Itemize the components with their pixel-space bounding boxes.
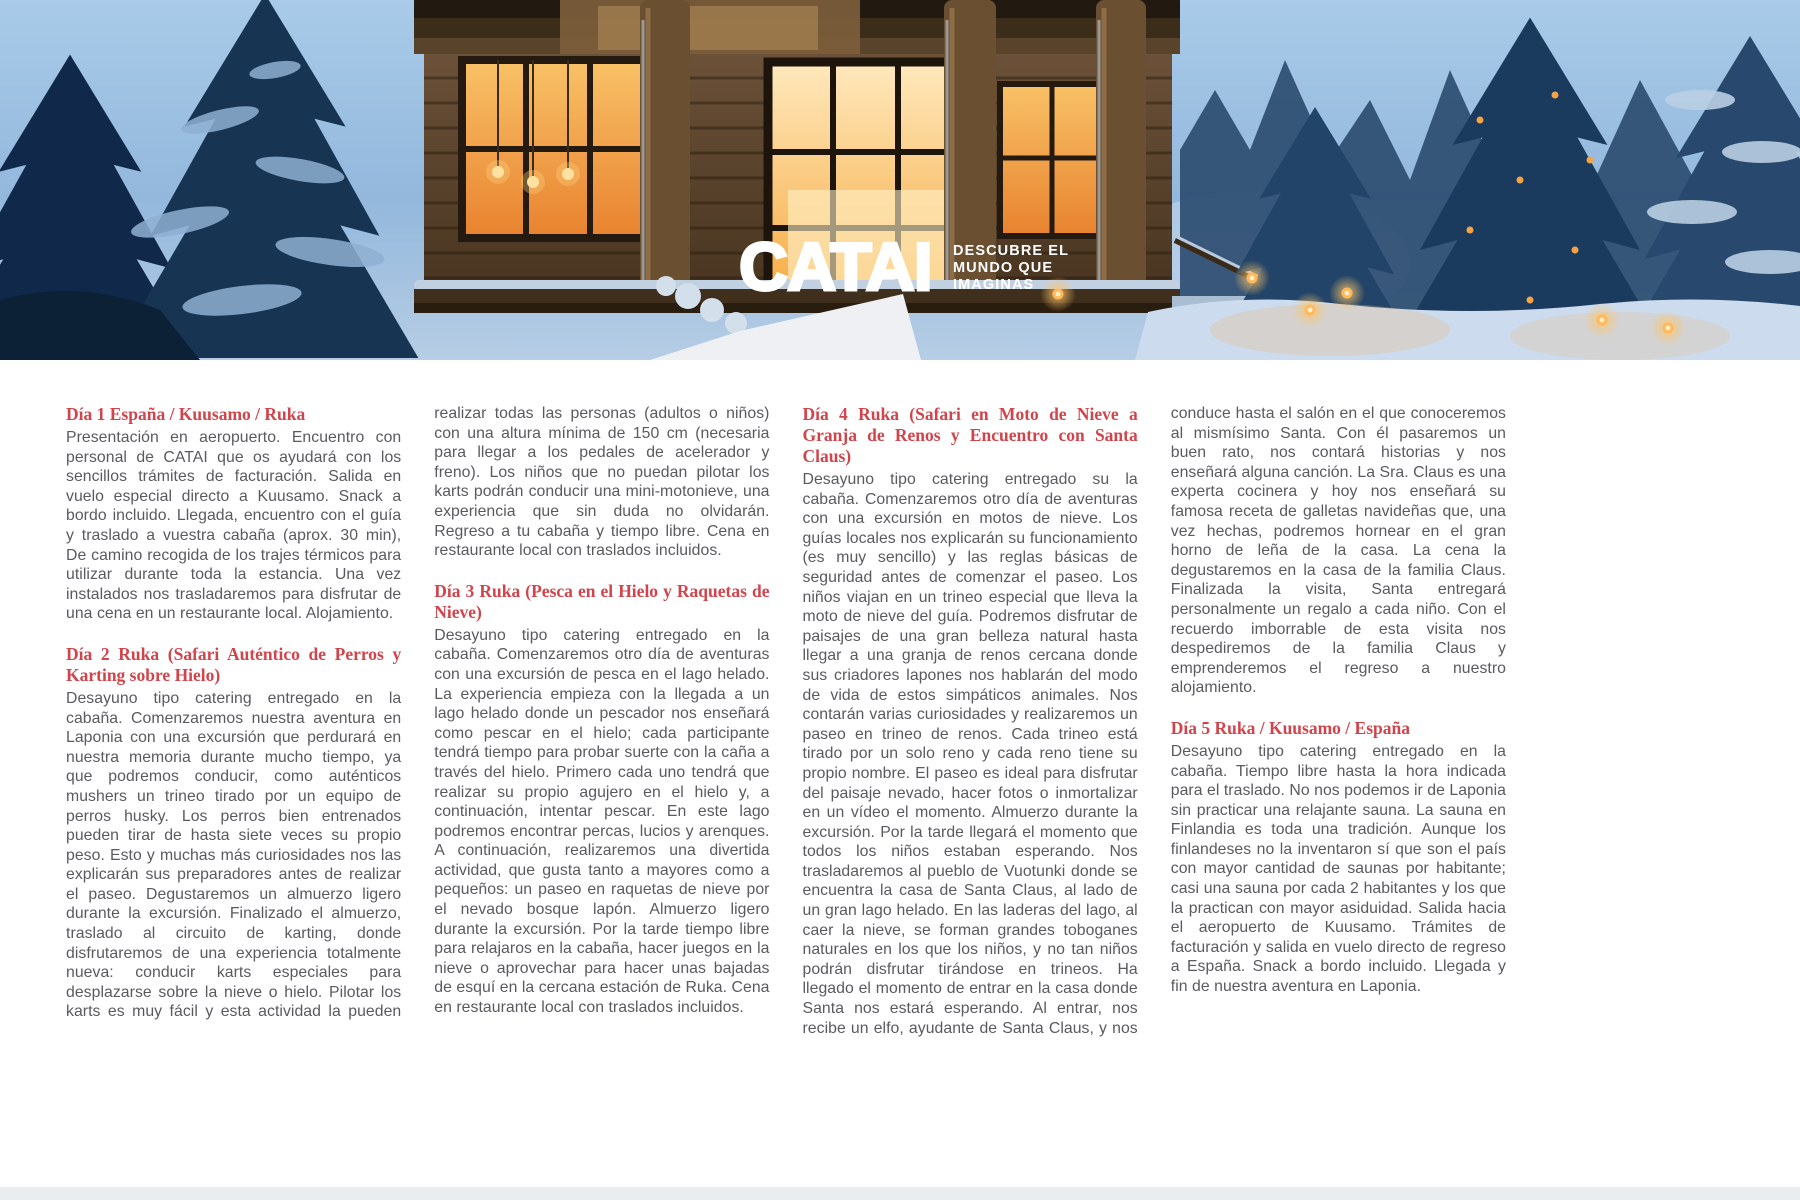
day-body: Desayuno tipo catering entregado en la cabaña. Comenzaremos otro día de aventuras con una excursión de pesca en el lago helado. La experiencia empieza con la llegada a un lago helado donde un pescador nos enseñará como pescar en el hielo; cada participante tendrá tiempo para probar suerte con la caña a través del hielo. Primero cada uno tendrá que realizar su propio agujero en el hielo y, a continuación, intentar pescar. En este lago podremos encontrar percas, lucios y arenques. A continuación, realizaremos una divertida actividad, que gusta tanto a mayores como a pequeños: un paseo en raquetas de nieve por el nevado bosque lapón. Almuerzo ligero durante la excursión. Por la tarde tiempo libre para relajaros en la cabaña, hacer juegos en la nieve o aprovechar para hacer unas bajadas de esquí en la cercana estación de Ruka. Cena en restaurante local con traslados incluidos. <box>434 626 770 1017</box>
day-block <box>66 404 401 624</box>
day-heading: Día 2 Ruka (Safari Auténtico de Perros y Karting sobre Hielo) <box>66 643 402 685</box>
brand-tagline-line3: IMAGINAS <box>953 277 1035 293</box>
hero-photo <box>0 0 1800 360</box>
day-heading: Día 4 Ruka (Safari en Moto de Nieve a Granja de Renos y Encuentro con Santa Claus) <box>802 404 1138 466</box>
brand-tagline-line2: MUNDO QUE <box>953 260 1054 276</box>
day-heading: Día 1 España / Kuusamo / Ruka <box>66 404 306 424</box>
day-body: Desayuno tipo catering entregado en la cabaña. Tiempo libre hasta la hora indicada para el traslado. No nos podemos ir de Laponia sin practicar una relajante sauna. La sauna en Finlandia es toda una tradición. Aunque los finlandeses no la inventaron sí que son el país con mayor cantidad de saunas por habitante; casi una sauna por cada 2 habitantes y los que la practican con mayor asiduidad. Salida hacia el aeropuerto de Kuusamo. Trámites de facturación y salida en vuelo directo de regreso a España. Snack a bordo incluido. Llegada y fin de nuestra aventura en Laponia. <box>1170 742 1506 996</box>
page-bottom-strip <box>0 1187 1800 1200</box>
day-heading: Día 3 Ruka (Pesca en el Hielo y Raquetas de Nieve) <box>434 580 770 622</box>
cabin-window-left <box>462 60 654 238</box>
day-body: Desayuno tipo catering entregado su la cabaña. Comenzaremos otro día de aventuras con una excursión en motos de nieve. Los guías locales nos explicarán su funcionamiento (es muy sencillo) y las reglas básicas de seguridad antes de comenzar el paseo. Los niños viajan en un trineo especial que lleva la moto de nieve del guía. Podremos disfrutar de paisajes de una gran belleza natural hasta llegar a una granja de renos cercana donde sus criadores lapones nos hablarán del modo de vida de estos simpáticos animales. Nos contarán varias curiosidades y realizaremos un paseo en trineo de renos. Cada trineo está tirado por un solo reno y cada reno tiene su propio nombre. El paseo es ideal para disfrutar del paisaje nevado, hacer fotos o inmortalizar en un vídeo el momento. Almuerzo durante la excursión. Por la tarde llegará el momento que todos los niños estaban esperando. Nos trasladaremos al pueblo de Vuotunki donde se encuentra la casa de Santa Claus, al lado de un gran lago helado. En las laderas del lago, al caer la nieve, se forman grandes toboganes naturales en los que los niños, y no tan niños podrán disfrutar tirándose en trineos. Ha llegado el momento de entrar en la casa donde Santa nos estará esperando. Al entrar, nos recibe un elfo, ayudante de Santa Claus, y nos conduce hasta el salón en el que conoceremos al mismísimo Santa. Con él pasaremos un buen rato, nos contará historias y nos enseñará alguna canción. La Sra. Claus es una experta cocinera y hoy nos enseñará su famosa receta de galletas navideñas que, una vez hechas, podremos hornear en el gran horno de leña de la casa. La cena la degustaremos en la casa de la familia Claus. Finalizada la visita, Santa entregará personalmente un regalo a cada niño. Con el recuerdo imborrable de esta visita nos despediremos de la familia Claus y emprenderemos el regreso a nuestro alojamiento. <box>802 405 1506 1037</box>
cabin-window-right <box>1000 84 1104 236</box>
day-block <box>434 581 769 1018</box>
itinerary-columns <box>66 404 1506 1040</box>
day-body: Desayuno tipo catering entregado en la cabaña. Comenzaremos nuestra aventura en Laponia con una excursión que perdurará en nuestra memoria durante mucho tiempo, ya que podremos conducir, como auténticos mushers un trineo tirado por un equipo de perros husky. Los perros bien entrenados pueden tirar de hasta siete veces su propio peso. Esto y muchas más curiosidades nos las explicarán sus preparadores antes de realizar el paseo. Degustaremos un almuerzo ligero durante la excursión. Finalizado el almuerzo, traslado al circuito de karting, donde disfrutaremos de una experiencia totalmente nueva: conducir karts especiales para desplazarse sobre la nieve o hielo. Pilotar los karts es muy fácil y esta actividad la pueden realizar todas las personas (adultos o niños) con una altura mínima de 150 cm (necesaria para llegar a los pedales de acelerador y freno). Los niños que no puedan pilotar los karts podrán conducir una mini-motonieve, una experiencia que sin duda no olvidarán. Regreso a tu cabaña y tiempo libre. Cena en restaurante local con traslados incluidos. <box>66 405 770 1021</box>
day-body: Presentación en aeropuerto. Encuentro con personal de CATAI que os ayudará con los sencillos trámites de facturación. Salida en vuelo especial directo a Kuusamo. Snack a bordo incluido. Llegada, encuentro con el guía y traslado a vuestra cabaña (aprox. 30 min), De camino recogida de los trajes térmicos para utilizar durante toda la estancia. Una vez instalados nos trasladaremos para disfrutar de una cena en un restaurante local. Alojamiento. <box>66 429 402 623</box>
brand-tagline-line1: DESCUBRE EL <box>953 243 1070 259</box>
day-heading: Día 5 Ruka / Kuusamo / España <box>1170 717 1410 738</box>
day-block <box>1171 718 1506 997</box>
brand-logo-text: CATAI <box>739 229 932 305</box>
